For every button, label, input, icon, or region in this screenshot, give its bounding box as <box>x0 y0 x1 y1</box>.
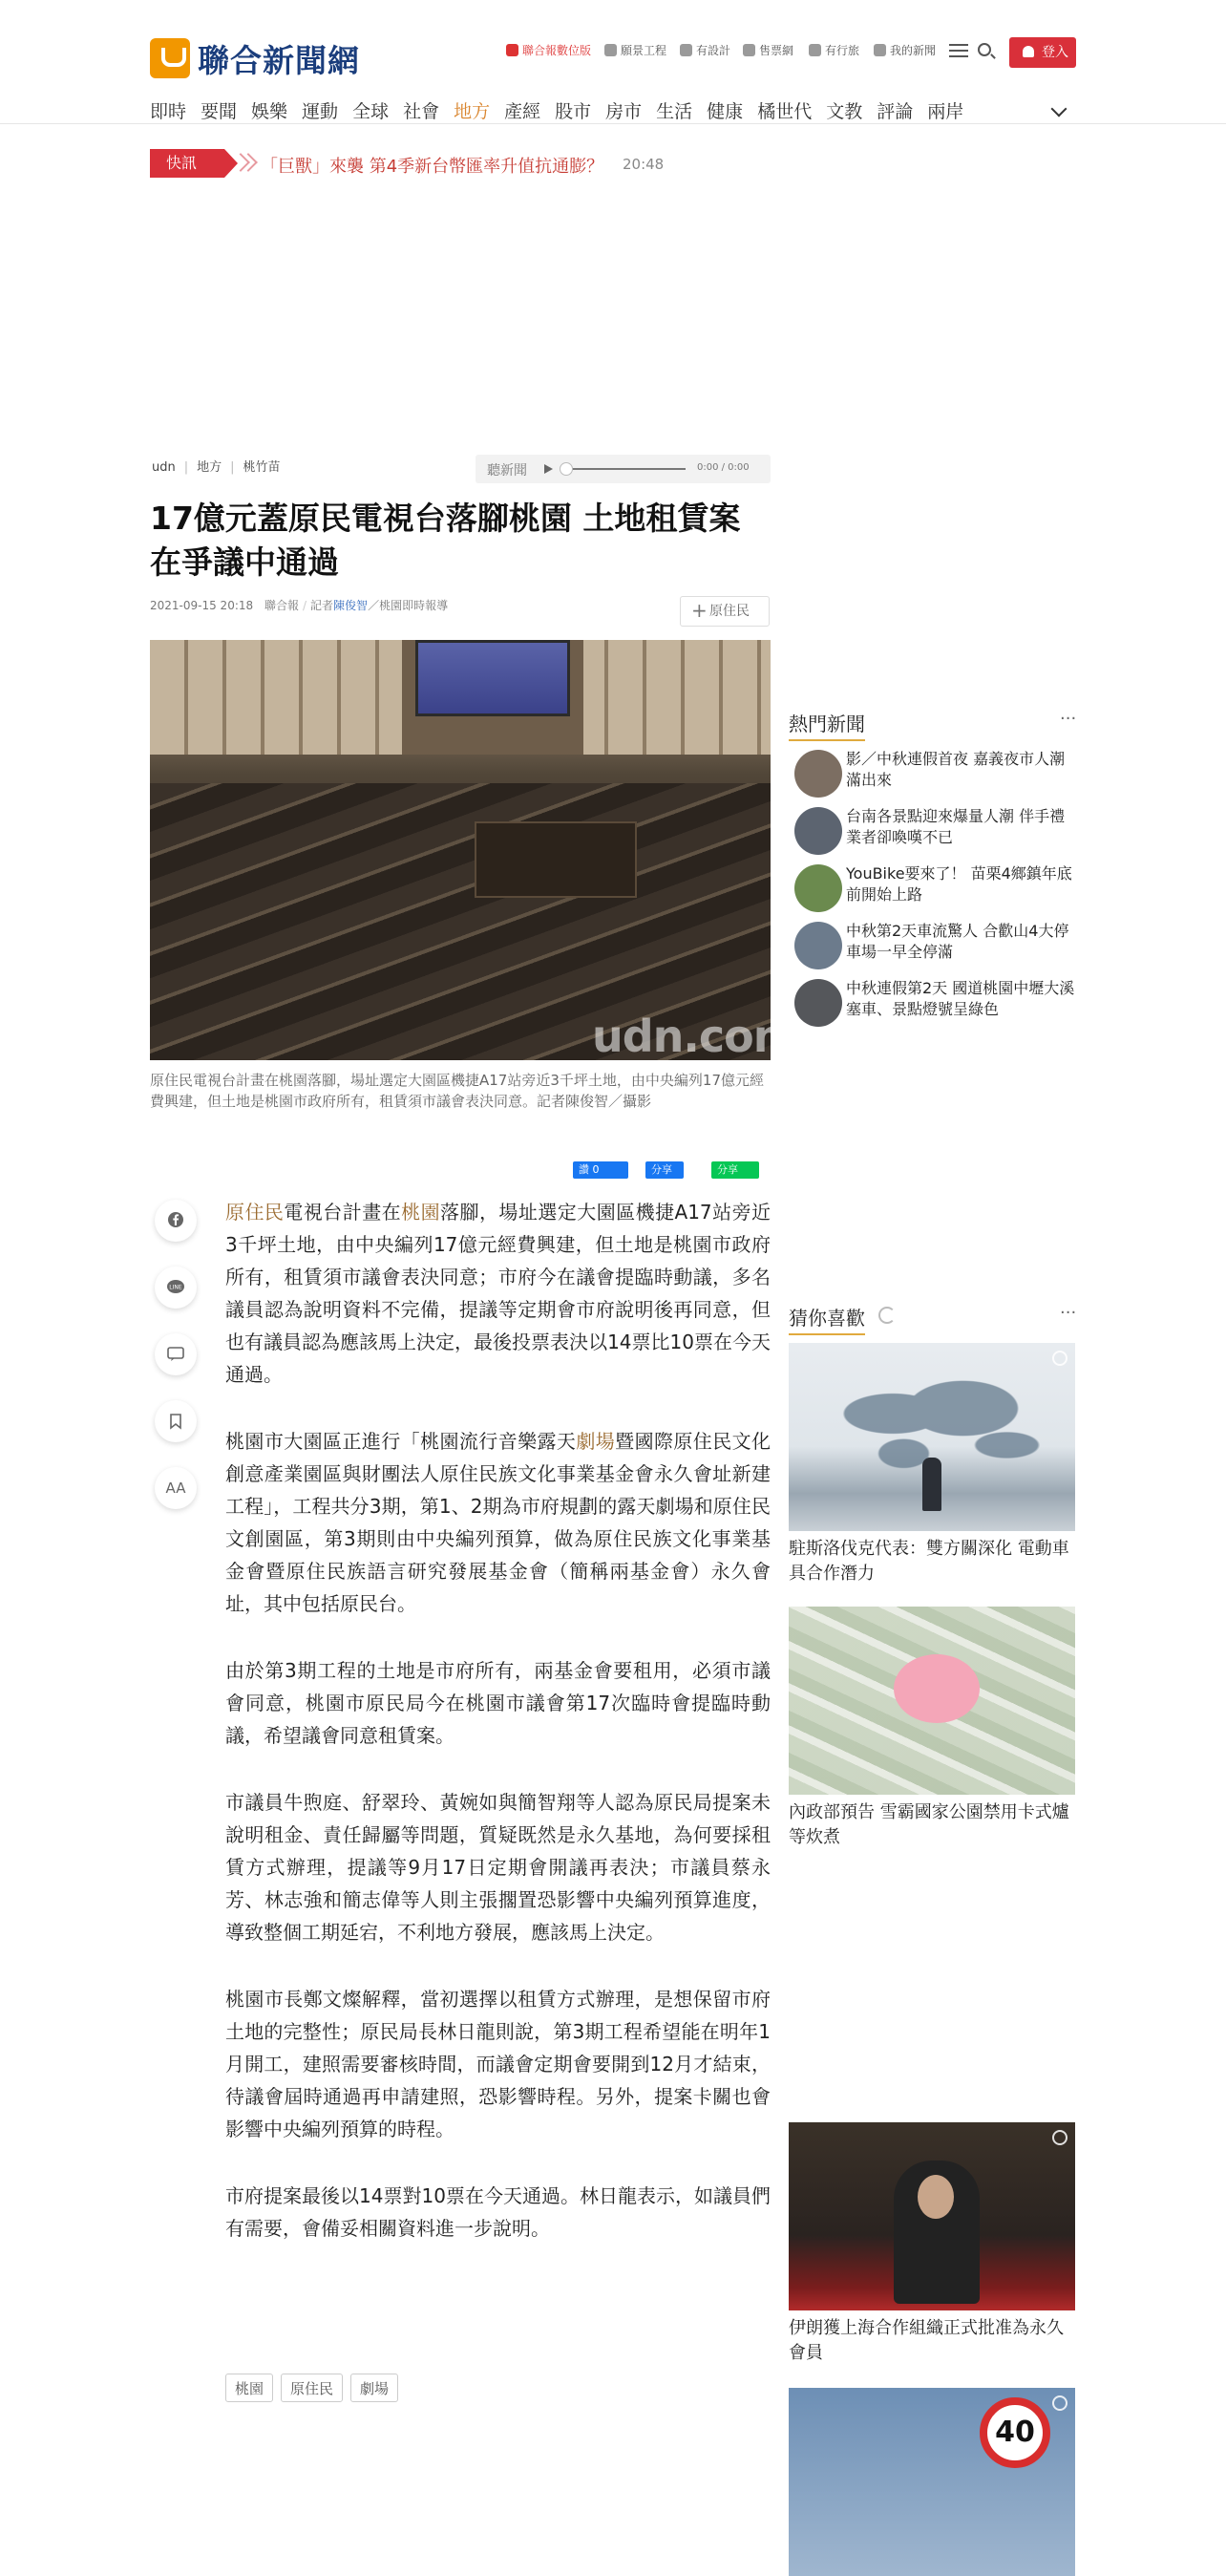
more-icon[interactable]: ··· <box>1060 1303 1077 1323</box>
travel-icon <box>809 44 821 56</box>
design-icon <box>680 44 692 56</box>
recommend-image <box>789 2388 1075 2576</box>
photo-watermark: udn.com <box>592 1011 798 1062</box>
photo-podium <box>475 821 637 898</box>
tag-item[interactable]: 桃園 <box>225 2374 273 2402</box>
udn-logo-icon[interactable] <box>150 38 190 78</box>
facebook-icon[interactable] <box>155 1200 197 1242</box>
svg-text:LINE: LINE <box>169 1284 182 1291</box>
nav-item[interactable]: 娛樂 <box>251 101 288 122</box>
line-share-button[interactable]: 分享 <box>711 1161 759 1179</box>
nav-item[interactable]: 文教 <box>826 101 863 122</box>
tool-travel[interactable]: 有行旅 <box>809 42 859 58</box>
tool-vision[interactable]: 願景工程 <box>604 42 666 58</box>
hot-news-thumb <box>794 864 842 912</box>
article-paragraph: 桃園市大園區正進行「桃園流行音樂露天劇場暨國際原住民文化創意產業園區與財團法人原住民族文化事業基金會永久會址新建工程」，工程共分3期，第1、2期為市府規劃的露天劇場和原住民文創園區，第3期則由中央編列預算，做為原住民族文化事業基金會暨原住民族語言研究發展基金會（簡稱兩基金會）永久會址，其中包括原民台。 <box>225 1430 772 1615</box>
tag-item[interactable]: 原住民 <box>281 2374 343 2402</box>
hot-news-thumb <box>794 979 842 1027</box>
main-nav <box>150 97 978 122</box>
newspaper-icon <box>506 44 518 56</box>
line-icon[interactable] <box>155 1267 197 1309</box>
follow-topic-button[interactable]: + 原住民 <box>680 596 770 627</box>
tool-my-news[interactable]: 我的新聞 <box>874 42 936 58</box>
ad-settings-icon[interactable] <box>1052 2130 1067 2145</box>
hot-news-item[interactable]: 中秋連假第2天 國道桃園中壢大溪塞車、景點燈號呈綠色 <box>789 976 1075 1033</box>
player-label: 聽新聞 <box>487 463 527 479</box>
hot-news-title: 熱門新聞 <box>789 709 865 741</box>
article-date: 2021-09-15 20:18 <box>150 599 254 612</box>
more-icon[interactable]: ··· <box>1060 709 1077 729</box>
hot-news-item[interactable]: YouBike要來了！ 苗栗4鄉鎮年底前開始上路 <box>789 862 1075 919</box>
search-icon[interactable] <box>978 43 991 56</box>
reporter-link[interactable]: 陳俊智 <box>333 599 369 612</box>
hot-news-item[interactable]: 影／中秋連假首夜 嘉義夜市人潮滿出來 <box>789 747 1075 804</box>
site-header <box>0 0 1226 124</box>
hot-news-item[interactable]: 中秋第2天車流驚人 合歡山4大停車場一早全停滿 <box>789 919 1075 976</box>
recommend-card[interactable]: 內政部預告 雪霸國家公園禁用卡式爐等炊煮 <box>789 1607 1075 1850</box>
reporter-prefix: 記者 <box>310 599 334 612</box>
hot-news-thumb <box>794 807 842 855</box>
nav-item[interactable]: 社會 <box>403 101 440 122</box>
nav-item[interactable]: 兩岸 <box>927 101 964 122</box>
breadcrumb-item[interactable]: 地方 <box>197 460 222 475</box>
player-time: 0:00 / 0:00 <box>697 462 750 473</box>
ad-settings-icon[interactable] <box>1052 1351 1067 1366</box>
article-photo[interactable] <box>150 640 798 1062</box>
photo-caption: 原住民電視台計畫在桃園落腳，場址選定大園區機捷A17站旁近3千坪土地，由中央編列17億元經費興建，但土地是桃園市政府所有，租賃須市議會表決同意。記者陳俊智／攝影 <box>150 1072 764 1110</box>
nav-item[interactable]: 全球 <box>352 101 390 122</box>
breadcrumb-item[interactable]: udn <box>152 460 176 475</box>
nav-item-active[interactable]: 地方 <box>454 101 491 122</box>
play-icon[interactable] <box>544 464 553 474</box>
hot-news-item[interactable]: 台南各景點迎來爆量人潮 伴手禮業者卻喚嘆不已 <box>789 804 1075 862</box>
hot-news-thumb <box>794 922 842 969</box>
article-source: 聯合報 <box>264 599 299 612</box>
refresh-icon[interactable] <box>878 1307 896 1324</box>
hot-news-thumb <box>794 750 842 798</box>
ad-settings-icon[interactable] <box>1052 2395 1067 2411</box>
keyword-link[interactable]: 原住民 <box>225 1201 285 1224</box>
article-title: 17億元蓋原民電視台落腳桃園 土地租賃案在爭議中通過 <box>150 500 741 581</box>
recommend-title: 猜你喜歡 <box>789 1303 865 1335</box>
photo-screen <box>415 640 570 716</box>
tool-ticket[interactable]: 售票網 <box>743 42 793 58</box>
breadcrumb-item[interactable]: 桃竹苗 <box>243 460 281 475</box>
chevron-right-icon <box>234 153 255 174</box>
article-paragraph: 由於第3期工程的土地是市府所有，兩基金會要租用，必須市議會同意，桃園市原民局今在桃園市議會第17次臨時會提臨時動議，希望議會同意租賃案。 <box>225 1659 771 1747</box>
tag-item[interactable]: 劇場 <box>350 2374 398 2402</box>
nav-item[interactable]: 健康 <box>707 101 744 122</box>
bookmark-icon[interactable] <box>155 1400 197 1442</box>
recommend-card[interactable]: 駐斯洛伐克代表：雙方關深化 電動車具合作潛力 <box>789 1343 1075 1586</box>
keyword-link[interactable]: 桃園 <box>401 1201 441 1224</box>
article-paragraph: 市議員牛煦庭、舒翠玲、黃婉如與簡智翔等人認為原民局提案未說明租金、責任歸屬等問題，質疑既然是永久基地，為何要採租賃方式辦理，提議等9月17日定期會開議再表決；市議員蔡永芳、林志強和簡志偉等人則主張擱置恐影響中央編列預算進度，導致整個工期延宕，不利地方發展，應該馬上決定。 <box>225 1791 771 1944</box>
nav-item[interactable]: 即時 <box>150 101 187 122</box>
nav-item[interactable]: 要聞 <box>201 101 238 122</box>
article-tags <box>225 2374 398 2402</box>
site-logo-text[interactable]: 聯合新聞網 <box>198 42 360 79</box>
tool-newspaper[interactable]: 聯合報數位版 <box>506 42 591 58</box>
nav-item[interactable]: 運動 <box>302 101 339 122</box>
nav-item[interactable]: 生活 <box>656 101 693 122</box>
article-body <box>225 1196 771 2279</box>
facebook-like-button[interactable]: 讚 0 <box>573 1161 628 1179</box>
ticket-icon <box>743 44 755 56</box>
player-progress[interactable] <box>563 468 686 470</box>
flash-badge: 快訊 <box>150 149 224 178</box>
ticker-headline[interactable]: 「巨獸」來襲 第4季新台幣匯率升值抗通膨？ <box>261 157 604 177</box>
font-size-icon[interactable]: AA <box>155 1467 197 1509</box>
article-paragraph: 原住民電視台計畫在桃園落腳，場址選定大園區機捷A17站旁近3千坪土地，由中央編列17億元經費興建，但土地是桃園市政府所有，租賃須市議會表決同意；市府今在議會提臨時動議，多名議員認為說明資料不完備，提議等定期會市府說明後再同意，但也有議員認為應該馬上決定，最後投票表決以14票比10票在今天通過。 <box>225 1201 772 1386</box>
menu-icon[interactable] <box>949 44 968 57</box>
nav-item[interactable]: 房市 <box>605 101 643 122</box>
comment-icon[interactable] <box>155 1333 197 1375</box>
breadcrumb: udn | 地方 | 桃竹苗 <box>152 460 281 475</box>
article-desk: ／桃園即時報導 <box>368 599 449 612</box>
player-knob[interactable] <box>560 462 573 476</box>
nav-item[interactable]: 股市 <box>555 101 592 122</box>
vision-icon <box>604 44 617 56</box>
speed-sign: 40 <box>980 2397 1050 2468</box>
tool-design[interactable]: 有設計 <box>680 42 730 58</box>
nav-item[interactable]: 橘世代 <box>757 101 813 122</box>
recommend-card[interactable]: 伊朗獲上海合作組織正式批准為永久會員 <box>789 2122 1075 2366</box>
nav-item[interactable]: 產經 <box>504 101 541 122</box>
recommend-image <box>789 1607 1075 1795</box>
keyword-link[interactable]: 劇場 <box>576 1430 616 1453</box>
chevron-down-icon[interactable] <box>1051 101 1067 117</box>
facebook-share-button[interactable]: 分享 <box>645 1161 684 1179</box>
audio-player <box>476 455 771 483</box>
nav-item[interactable]: 評論 <box>877 101 914 122</box>
article-paragraph: 市府提案最後以14票對10票在今天通過。林日龍表示，如議員們有需要，會備妥相關資料進一步說明。 <box>225 2184 771 2240</box>
article-paragraph: 桃園市長鄭文燦解釋，當初選擇以租賃方式辦理，是想保留市府土地的完整性；原民局長林日龍則說，第3期工程希望能在明年1月開工，建照需要審核時間，而議會定期會要開到12月才結束，待議會屆時通過再申請建照，恐影響時程。另外，提案卡關也會影響中央編列預算的時程。 <box>225 1988 771 2140</box>
ticker-time: 20:48 <box>623 156 665 173</box>
recommend-card[interactable] <box>789 2388 1075 2453</box>
article-meta: 2021-09-15 20:18 聯合報 / 記者陳俊智／桃園即時報導 <box>150 599 449 612</box>
heart-icon <box>874 44 886 56</box>
recommend-image <box>789 1343 1075 1531</box>
recommend-image <box>789 2122 1075 2310</box>
login-button[interactable]: 登入 <box>1009 37 1076 68</box>
